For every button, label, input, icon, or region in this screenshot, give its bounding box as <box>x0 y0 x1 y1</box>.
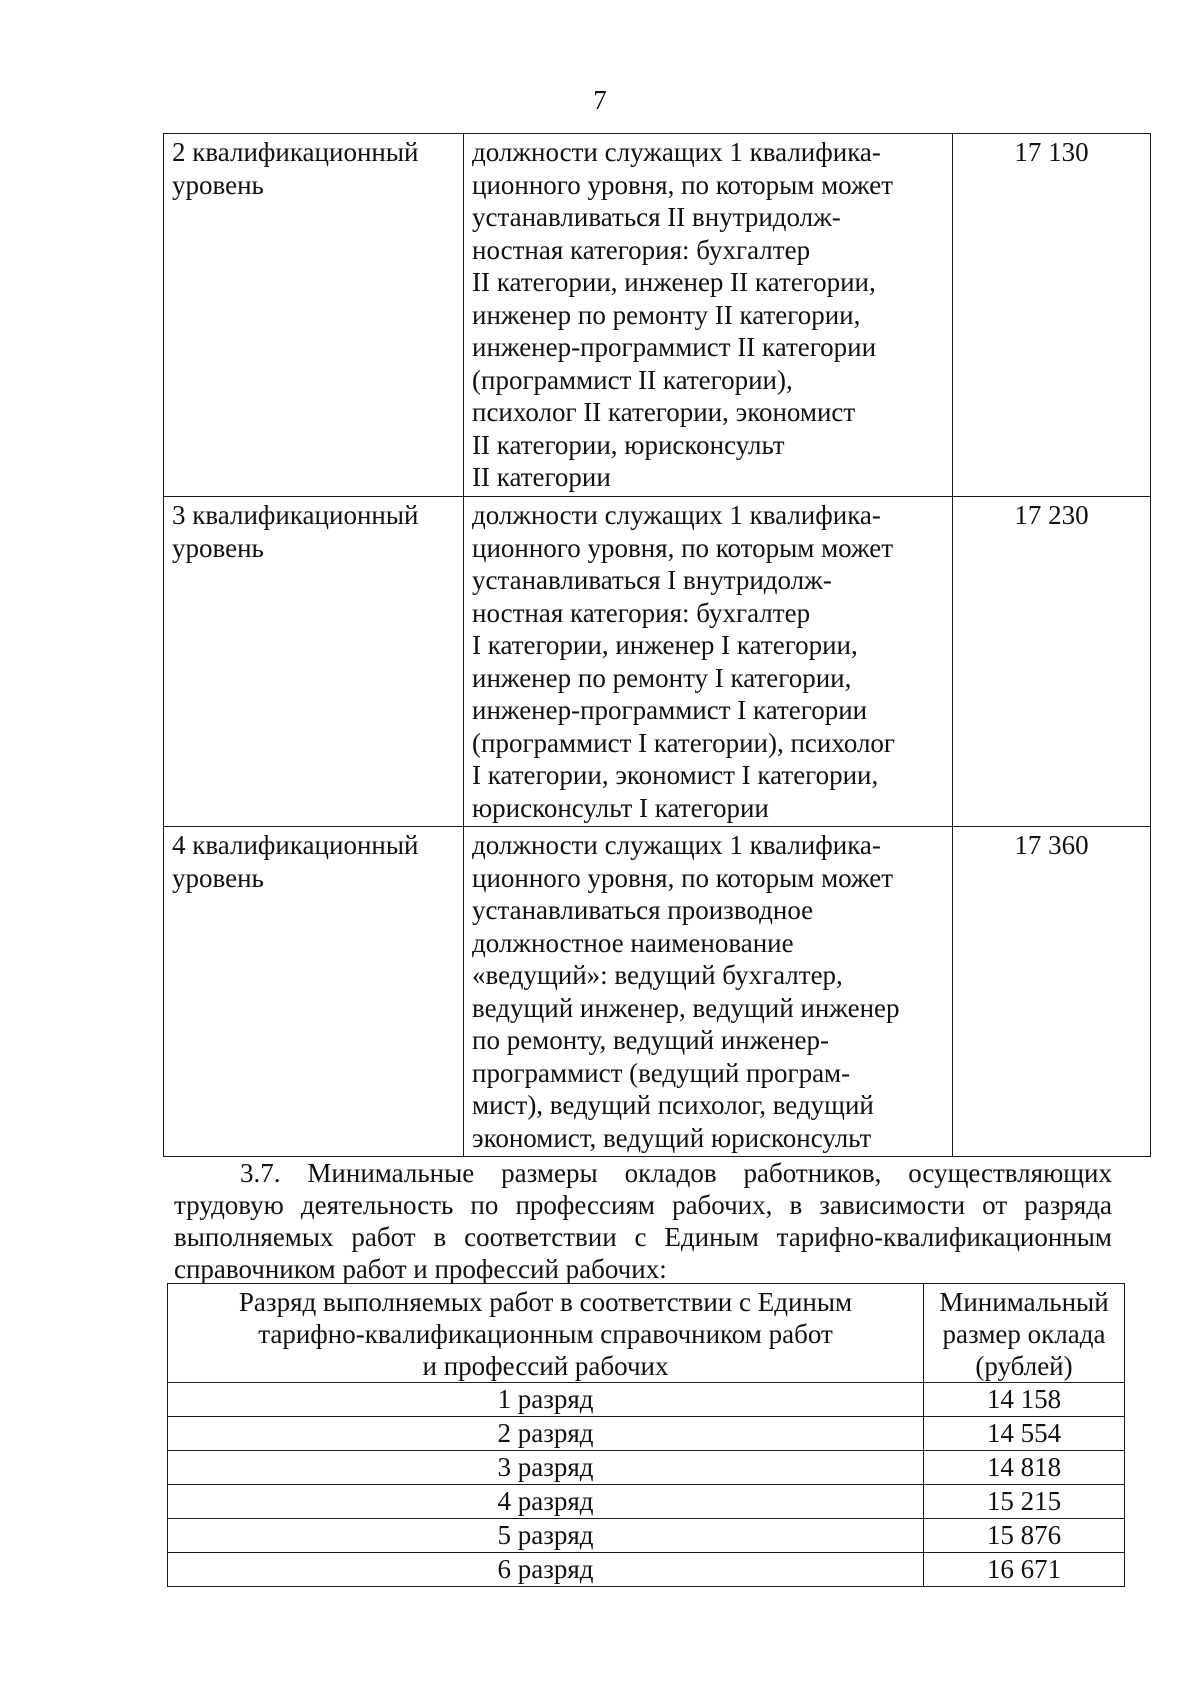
grade-cell: 1 разряд <box>168 1383 924 1417</box>
grade-column-header <box>168 1284 924 1383</box>
salary-cell: 14 554 <box>924 1417 1125 1451</box>
positions-text: инженер по ремонту II категории, <box>472 299 861 330</box>
table-row <box>164 134 1151 497</box>
salary-cell: 16 671 <box>924 1553 1125 1587</box>
positions-text: устанавливаться I внутридолж- <box>472 565 832 595</box>
table-row <box>168 1553 1125 1587</box>
table-row <box>164 497 1151 827</box>
table-row <box>168 1383 1125 1417</box>
positions-text: устанавливаться II внутридолж- <box>472 202 841 232</box>
positions-text: устанавливаться производное <box>472 895 814 925</box>
positions-text: ностная категория: бухгалтер <box>472 234 811 265</box>
positions-text: по ремонту, ведущий инженер- <box>472 1025 829 1055</box>
grade-cell: 6 разряд <box>168 1553 924 1587</box>
qualification-level-text: уровень <box>172 862 264 893</box>
positions-text: II категории <box>472 462 611 492</box>
table-row <box>168 1485 1125 1519</box>
qualification-level-text: 3 квалификационный <box>172 500 419 530</box>
header-text: Минимальный <box>939 1287 1109 1317</box>
section-paragraph: 3.7. Минимальные размеры окладов работников, осуществляющих трудовую деятельность по профессиям рабочих, в зависимости от разряда выполняемых работ в соответствии с Единым тарифно-квалификационным справочником работ и профессий рабочих: <box>174 1158 1112 1284</box>
positions-text: программист (ведущий програм- <box>472 1057 851 1088</box>
positions-text: ционного уровня, по которым может <box>472 169 894 200</box>
positions-text: должности служащих 1 квалифика- <box>472 137 881 167</box>
salary-column-header <box>924 1284 1125 1383</box>
qualification-level-text: 2 квалификационный <box>172 137 419 167</box>
grade-cell: 5 разряд <box>168 1519 924 1553</box>
qualification-level-text: 4 квалификационный <box>172 830 419 860</box>
header-text: тарифно-квалификационным справочником работ <box>258 1319 833 1349</box>
positions-text: ведущий инженер, ведущий инженер <box>472 992 900 1023</box>
positions-cell <box>464 827 953 1157</box>
positions-cell <box>464 497 953 827</box>
positions-text: должности служащих 1 квалифика- <box>472 500 881 530</box>
positions-text: ционного уровня, по которым может <box>472 532 894 563</box>
positions-text: юрисконсульт I категории <box>472 792 769 823</box>
worker-grades-table <box>167 1283 1125 1587</box>
qualification-level-text: уровень <box>172 169 264 200</box>
positions-text: I категории, экономист I категории, <box>472 760 879 790</box>
salary-cell: 15 215 <box>924 1485 1125 1519</box>
positions-text: (программист I категории), психолог <box>472 727 896 758</box>
qualification-level-cell <box>164 497 464 827</box>
table-row <box>168 1417 1125 1451</box>
header-text: размер оклада <box>942 1319 1106 1349</box>
qualification-level-cell <box>164 827 464 1157</box>
positions-text: ностная категория: бухгалтер <box>472 597 811 628</box>
positions-text: должности служащих 1 квалифика- <box>472 830 881 860</box>
positions-text: должностное наименование <box>472 927 794 958</box>
positions-cell <box>464 134 953 497</box>
table-header-row <box>168 1284 1125 1383</box>
qualification-level-cell <box>164 134 464 497</box>
positions-text: инженер по ремонту I категории, <box>472 662 852 693</box>
table-row <box>168 1451 1125 1485</box>
table-row <box>164 827 1151 1157</box>
table-row <box>168 1519 1125 1553</box>
positions-text: II категории, юрисконсульт <box>472 429 785 460</box>
positions-text: ционного уровня, по которым может <box>472 862 894 893</box>
positions-text: мист), ведущий психолог, ведущий <box>472 1090 874 1120</box>
salary-cell: 17 230 <box>953 497 1151 827</box>
positions-text: инженер-программист I категории <box>472 695 868 725</box>
positions-text: «ведущий»: ведущий бухгалтер, <box>472 960 843 990</box>
positions-text: (программист II категории), <box>472 364 793 395</box>
positions-text: инженер-программист II категории <box>472 332 877 362</box>
salary-cell: 17 130 <box>953 134 1151 497</box>
header-text: (рублей) <box>975 1351 1073 1381</box>
header-text: Разряд выполняемых работ в соответствии с Единым <box>238 1287 853 1317</box>
qualification-level-text: уровень <box>172 532 264 563</box>
qualification-levels-table <box>163 133 1151 1157</box>
grade-cell: 3 разряд <box>168 1451 924 1485</box>
positions-text: экономист, ведущий юрисконсульт <box>472 1122 872 1153</box>
salary-cell: 17 360 <box>953 827 1151 1157</box>
salary-cell: 15 876 <box>924 1519 1125 1553</box>
header-text: и профессий рабочих <box>422 1351 669 1381</box>
positions-text: психолог II категории, экономист <box>472 397 856 427</box>
page-number: 7 <box>593 85 607 115</box>
positions-text: I категории, инженер I категории, <box>472 630 858 660</box>
positions-text: II категории, инженер II категории, <box>472 267 876 297</box>
grade-cell: 2 разряд <box>168 1417 924 1451</box>
salary-cell: 14 818 <box>924 1451 1125 1485</box>
grade-cell: 4 разряд <box>168 1485 924 1519</box>
salary-cell: 14 158 <box>924 1383 1125 1417</box>
